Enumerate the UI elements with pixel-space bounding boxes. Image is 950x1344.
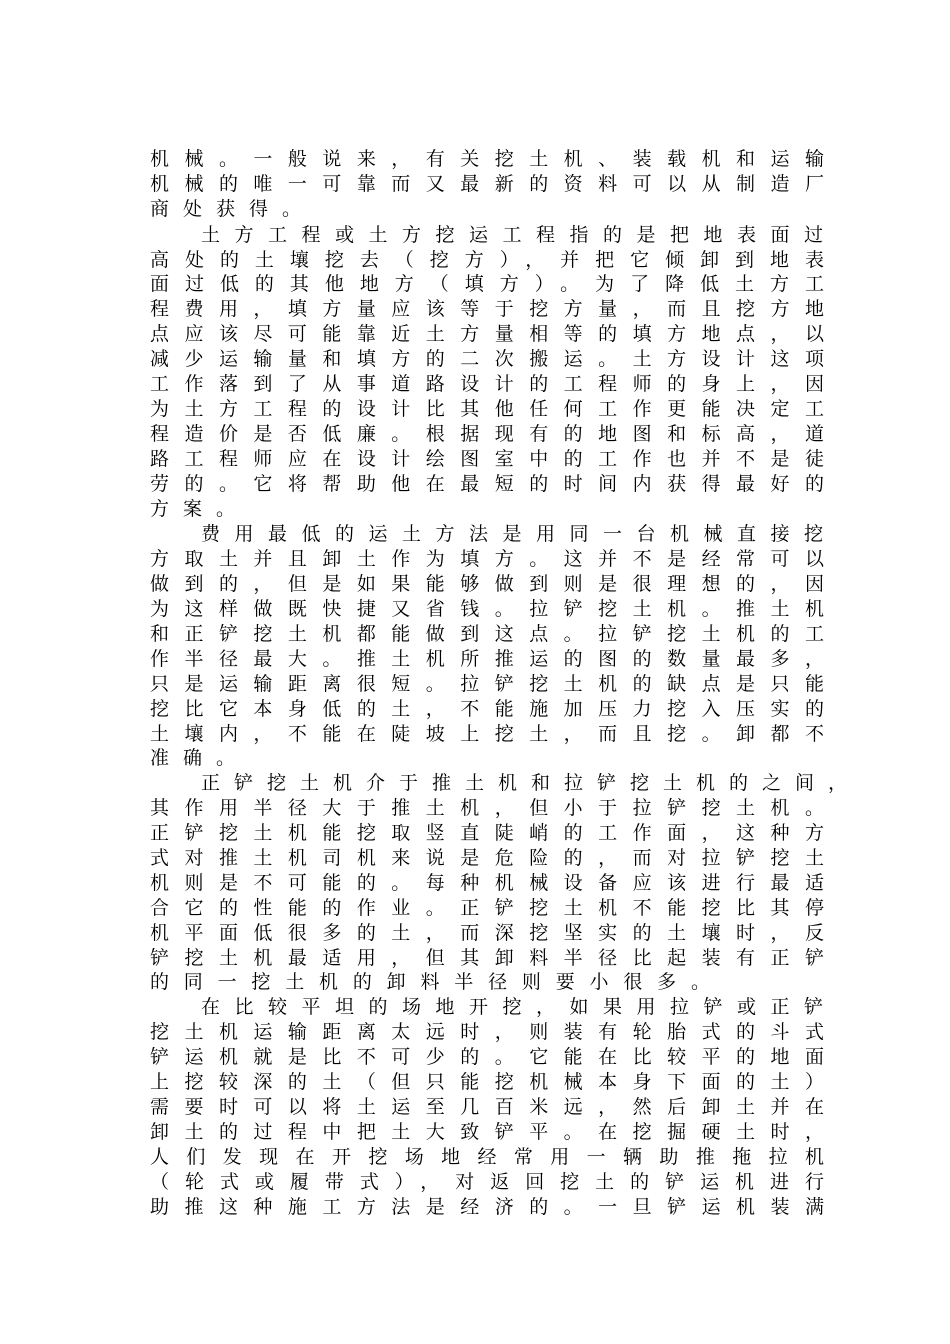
text-line: 需要时可以将土运至几百米远，然后卸土并在 bbox=[150, 1096, 824, 1118]
text-line: 高处的土壤挖去（挖方），并把它倾卸到地表 bbox=[150, 249, 824, 271]
text-line: 助推这种施工方法是经济的。一旦铲运机装满 bbox=[150, 1196, 824, 1218]
text-line: 工作落到了从事道路设计的工程师的身上，因 bbox=[150, 373, 824, 395]
text-line: 为这样做既快捷又省钱。拉铲挖土机。推土机 bbox=[150, 598, 824, 620]
text-line: 机平面低很多的土，而深挖坚实的土壤时，反 bbox=[150, 922, 824, 944]
text-line: 做到的，但是如果能够做到则是很理想的，因 bbox=[150, 573, 824, 595]
paragraph-first-line: 在比较平坦的场地开挖，如果用拉铲或正铲 bbox=[201, 996, 823, 1018]
text-line: 程造价是否低廉。根据现有的地图和标高，道 bbox=[150, 423, 824, 445]
text-line: 土壤内，不能在陡坡上挖土，而且挖。卸都不 bbox=[150, 723, 824, 745]
text-line: 方取土并且卸土作为填方。这并不是经常可以 bbox=[150, 548, 824, 570]
text-line: 商处获得。 bbox=[150, 198, 316, 220]
text-line: 式对推土机司机来说是危险的，而对拉铲挖土 bbox=[150, 847, 824, 869]
text-line: 方案。 bbox=[150, 498, 250, 520]
text-line: 只是运输距离很短。拉铲挖土机的缺点是只能 bbox=[150, 673, 824, 695]
text-line: 劳的。它将帮助他在最短的时间内获得最好的 bbox=[150, 473, 824, 495]
text-line: 点应该尽可能靠近土方量相等的填方地点，以 bbox=[150, 323, 824, 345]
paragraph-first-line: 土方工程或土方挖运工程指的是把地表面过 bbox=[201, 224, 823, 246]
text-line: （轮式或履带式），对返回挖土的铲运机进行 bbox=[150, 1171, 824, 1193]
text-line: 合它的性能的作业。正铲挖土机不能挖比其停 bbox=[150, 897, 824, 919]
text-line: 铲运机就是比不可少的。它能在比较平的地面 bbox=[150, 1046, 824, 1068]
paragraph-first-line: 正铲挖土机介于推土机和拉铲挖土机的之间， bbox=[201, 772, 847, 794]
text-line: 路工程师应在设计绘图室中的工作也并不是徒 bbox=[150, 448, 824, 470]
text-line: 挖比它本身低的土，不能施加压力挖入压实的 bbox=[150, 698, 824, 720]
text-line: 机则是不可能的。每种机械设备应该进行最适 bbox=[150, 872, 824, 894]
text-line: 为土方工程的设计比其他任何工作更能决定工 bbox=[150, 398, 824, 420]
text-line: 卸土的过程中把土大致铲平。在挖掘硬土时， bbox=[150, 1121, 824, 1143]
paragraph-first-line: 费用最低的运土方法是用同一台机械直接挖 bbox=[201, 523, 823, 545]
text-line: 作半径最大。推土机所推运的图的数量最多， bbox=[150, 648, 824, 670]
text-line: 减少运输量和填方的二次搬运。土方设计这项 bbox=[150, 348, 824, 370]
text-line: 程费用，填方量应该等于挖方量，而且挖方地 bbox=[150, 298, 824, 320]
text-line: 机械。一般说来，有关挖土机、装载机和运输 bbox=[150, 148, 824, 170]
text-line: 上挖较深的土（但只能挖机械本身下面的土） bbox=[150, 1071, 824, 1093]
text-line: 机械的唯一可靠而又最新的资料可以从制造厂 bbox=[150, 173, 824, 195]
text-line: 准确。 bbox=[150, 747, 250, 769]
text-line: 正铲挖土机能挖取竖直陡峭的工作面，这种方 bbox=[150, 822, 824, 844]
text-line: 挖土机运输距离太远时，则装有轮胎式的斗式 bbox=[150, 1021, 824, 1043]
text-line: 面过低的其他地方（填方）。为了降低土方工 bbox=[150, 273, 824, 295]
text-line: 和正铲挖土机都能做到这点。拉铲挖土机的工 bbox=[150, 623, 824, 645]
text-line: 人们发现在开挖场地经常用一辆助推拖拉机 bbox=[150, 1146, 824, 1168]
text-line: 铲挖土机最适用，但其卸料半径比起装有正铲 bbox=[150, 947, 824, 969]
text-line: 其作用半径大于推土机，但小于拉铲挖土机。 bbox=[150, 797, 824, 819]
text-line: 的同一挖土机的卸料半径则要小很多。 bbox=[150, 971, 710, 993]
